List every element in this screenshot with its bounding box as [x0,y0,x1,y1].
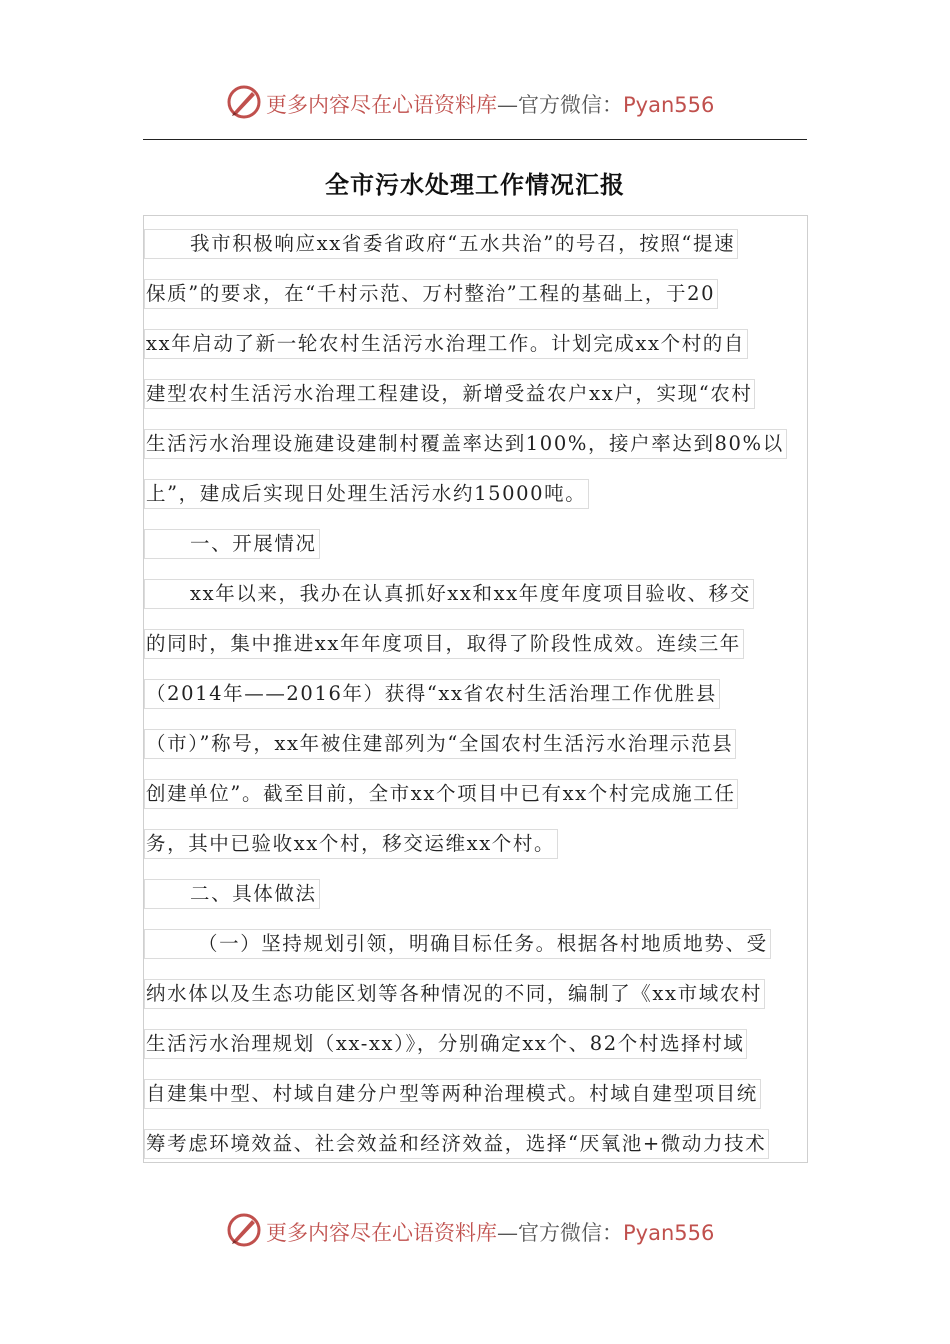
body-line [146,580,751,608]
body-line [146,880,317,908]
body-line-text: （市）”称号，xx年被住建部列为“全国农村生活污水治理示范县 [146,732,734,755]
body-line [146,430,784,458]
body-line-text: 生活污水治理规划（xx-xx）》，分别确定xx个、82个村选择村域 [146,1032,745,1055]
body-line-text: 筹考虑环境效益、社会效益和经济效益，选择“厌氧池+微动力技术 [146,1132,767,1155]
page-footer [0,1212,950,1252]
header-prefix: 更多内容尽在心语资料库 [266,93,497,117]
footer-text [266,1217,714,1247]
body-line [146,730,733,758]
body-line [146,230,735,258]
body-line-text: 保质”的要求，在“千村示范、万村整治”工程的基础上，于20 [146,282,716,305]
body-line-text: 生活污水治理设施建设建制村覆盖率达到100%，接户率达到80%以 [146,432,784,455]
body-line-text: 上”，建成后实现日处理生活污水约15000吨。 [146,482,587,505]
body-line-text: 建型农村生活污水治理工程建设，新增受益农户xx户，实现“农村 [146,382,753,405]
body-line [146,780,735,808]
footer-prefix: 更多内容尽在心语资料库 [266,1221,497,1245]
header-wechat-id: Pyan556 [623,93,715,117]
page-header [0,84,950,124]
body-line [146,930,768,958]
body-line [146,1080,758,1108]
body-line [146,1030,744,1058]
body-line [146,530,317,558]
pen-logo-icon [226,84,262,120]
body-line [146,830,555,858]
body-line [146,1130,766,1158]
body-line-text: xx年以来，我办在认真抓好xx和xx年度年度项目验收、移交 [190,582,751,605]
header-text [266,89,714,119]
header-rule [143,139,807,140]
footer-wechat-id: Pyan556 [623,1221,715,1245]
body-line [146,630,741,658]
body-line-text: 自建集中型、村域自建分户型等两种治理模式。村域自建型项目统 [146,1082,758,1105]
body-line-text: 的同时，集中推进xx年年度项目，取得了阶段性成效。连续三年 [146,632,741,655]
body-line-text: xx年启动了新一轮农村生活污水治理工作。计划完成xx个村的自 [146,332,745,355]
body-line-text: （2014年——2016年）获得“xx省农村生活治理工作优胜县 [146,682,717,705]
body-line [146,680,717,708]
body-line [146,380,752,408]
pen-logo-icon [226,1212,262,1248]
body-line-text: 纳水体以及生态功能区划等各种情况的不同，编制了《xx市域农村 [146,982,762,1005]
body-line-text: 我市积极响应xx省委省政府“五水共治”的号召，按照“提速 [190,232,736,255]
body-line-text: 务，其中已验收xx个村，移交运维xx个村。 [146,832,556,855]
body-line-text: （一）坚持规划引领，明确目标任务。根据各村地质地势、受 [198,932,768,955]
body-line [146,480,586,508]
footer-dash: —官方微信： [497,1221,623,1245]
body-line [146,330,745,358]
body-line [146,980,762,1008]
body-line-text: 一、开展情况 [190,532,317,555]
header-dash: —官方微信： [497,93,623,117]
body-line-text: 二、具体做法 [190,882,317,905]
body-line [146,280,715,308]
body-line-text: 创建单位”。截至目前，全市xx个项目中已有xx个村完成施工任 [146,782,736,805]
doc-title: 全市污水处理工作情况汇报 [325,170,625,199]
